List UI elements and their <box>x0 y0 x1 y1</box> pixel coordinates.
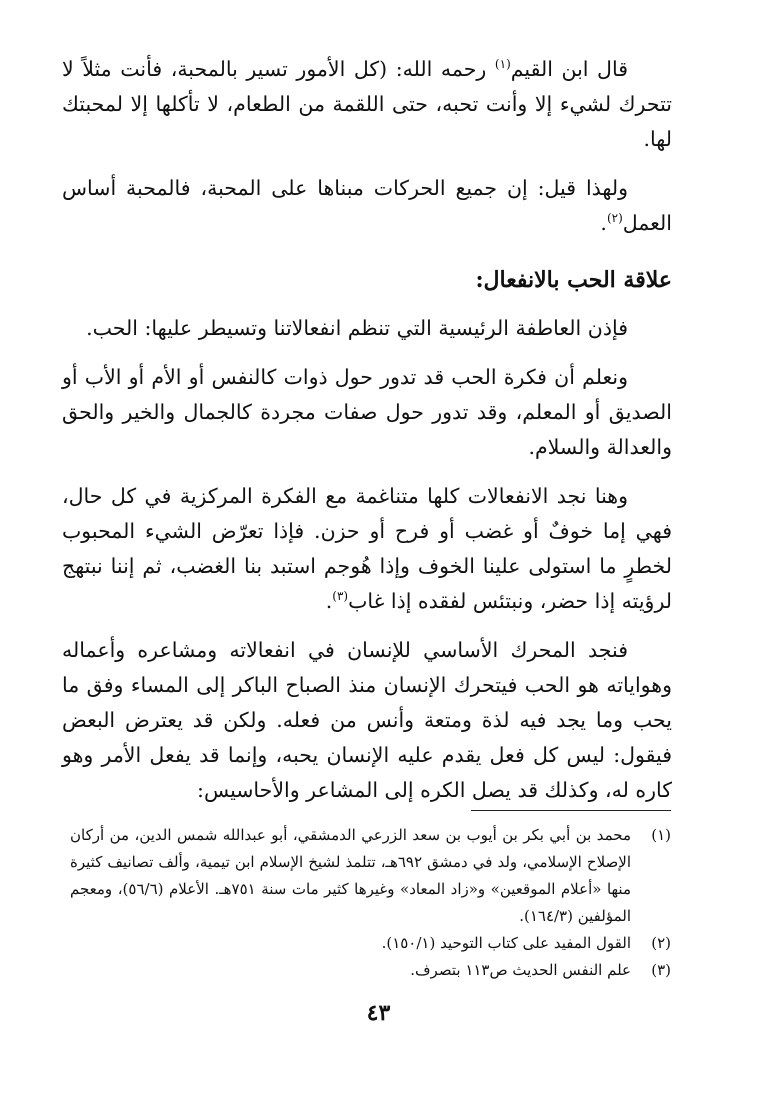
paragraph-5 <box>62 479 672 619</box>
footnote-text: علم النفس الحديث ص١١٣ بتصرف. <box>410 961 631 979</box>
paragraph-2-text: ولهذا قيل: إن جميع الحركات مبناها على المحبة، فالمحبة أساس العمل <box>62 176 672 235</box>
paragraph-4: ونعلم أن فكرة الحب قد تدور حول ذوات كالنفس أو الأم أو الأب أو الصديق أو المعلم، وقد تدور حول صفات مجردة كالجمال والخير والحق والعدالة والسلام. <box>62 365 672 459</box>
footnote-3 <box>70 957 671 984</box>
footnote-number: (٣) <box>651 961 671 979</box>
footnote-text: محمد بن أبي بكر بن أيوب بن سعد الزرعي الدمشقي، أبو عبدالله شمس الدين، من أركان الإصلاح الإسلامي، ولد في دمشق ٦٩٢هـ، تتلمذ لشيخ الإسلام ابن تيمية، وألف تصانيف كثيرة منها «أعلام الموقعين» و«زاد المعاد» وغيرها كثير مات سنة ٧٥١هـ. الأعلام (٥٦/٦)، ومعجم المؤلفين (١٦٤/٣). <box>70 826 631 925</box>
paragraph-2 <box>62 171 672 241</box>
footnote-1 <box>70 822 671 930</box>
page-body <box>62 52 672 808</box>
paragraph-1-text: قال ابن القيم <box>510 57 628 81</box>
footnote-2 <box>70 930 671 957</box>
page-number: ٤٣ <box>366 1000 391 1026</box>
footnote-ref-2[interactable]: (٢) <box>606 211 623 226</box>
section-heading: علاقة الحب بالانفعال: <box>475 267 672 293</box>
footnote-ref-1[interactable]: (١) <box>494 57 511 72</box>
footnote-number: (٢) <box>651 934 671 952</box>
paragraph-2-text-cont: . <box>600 211 607 235</box>
paragraph-1-text-cont: رحمه الله: (كل الأمور تسير بالمحبة، فأنت مثلاً لا تتحرك لشيء إلا وأنت تحبه، حتى اللقمة من الطعام، لا تأكلها إلا لمحبتك لها. <box>62 57 672 151</box>
footnote-divider <box>471 810 671 811</box>
paragraph-5-text: وهنا نجد الانفعالات كلها متناغمة مع الفكرة المركزية في كل حال، فهي إما خوفٌ أو غضب أو فرح أو حزن. فإذا تعرّض الشيء المحبوب لخطرٍ ما استولى علينا الخوف وإذا هُوجم استبد بنا الغضب، ثم إننا نبتهج لرؤيته إذا حضر، ونبتئس لفقده إذا غاب <box>62 484 672 613</box>
paragraph-3: فإذن العاطفة الرئيسية التي تنظم انفعالاتنا وتسيطر عليها: الحب. <box>86 316 628 340</box>
footnote-text: القول المفيد على كتاب التوحيد (١٥٠/١). <box>381 934 631 952</box>
footnotes <box>70 822 671 984</box>
paragraph-6: فنجد المحرك الأساسي للإنسان في انفعالاته ومشاعره وأعماله وهواياته هو الحب فيتحرك الإنسان منذ الصباح الباكر إلى المساء وفق ما يحب وما يجد فيه لذة ومتعة وأنس من فعله. ولكن قد يعترض البعض فيقول: ليس كل فعل يقدم عليه الإنسان يحبه، وإنما قد يفعل الأمر وهو كاره له، وكذلك قد يصل الكره إلى المشاعر والأحاسيس: <box>62 638 672 802</box>
footnote-number: (١) <box>651 826 671 844</box>
paragraph-1 <box>62 52 672 157</box>
footnote-ref-3[interactable]: (٣) <box>332 589 349 604</box>
paragraph-5-text-cont: . <box>325 589 333 613</box>
